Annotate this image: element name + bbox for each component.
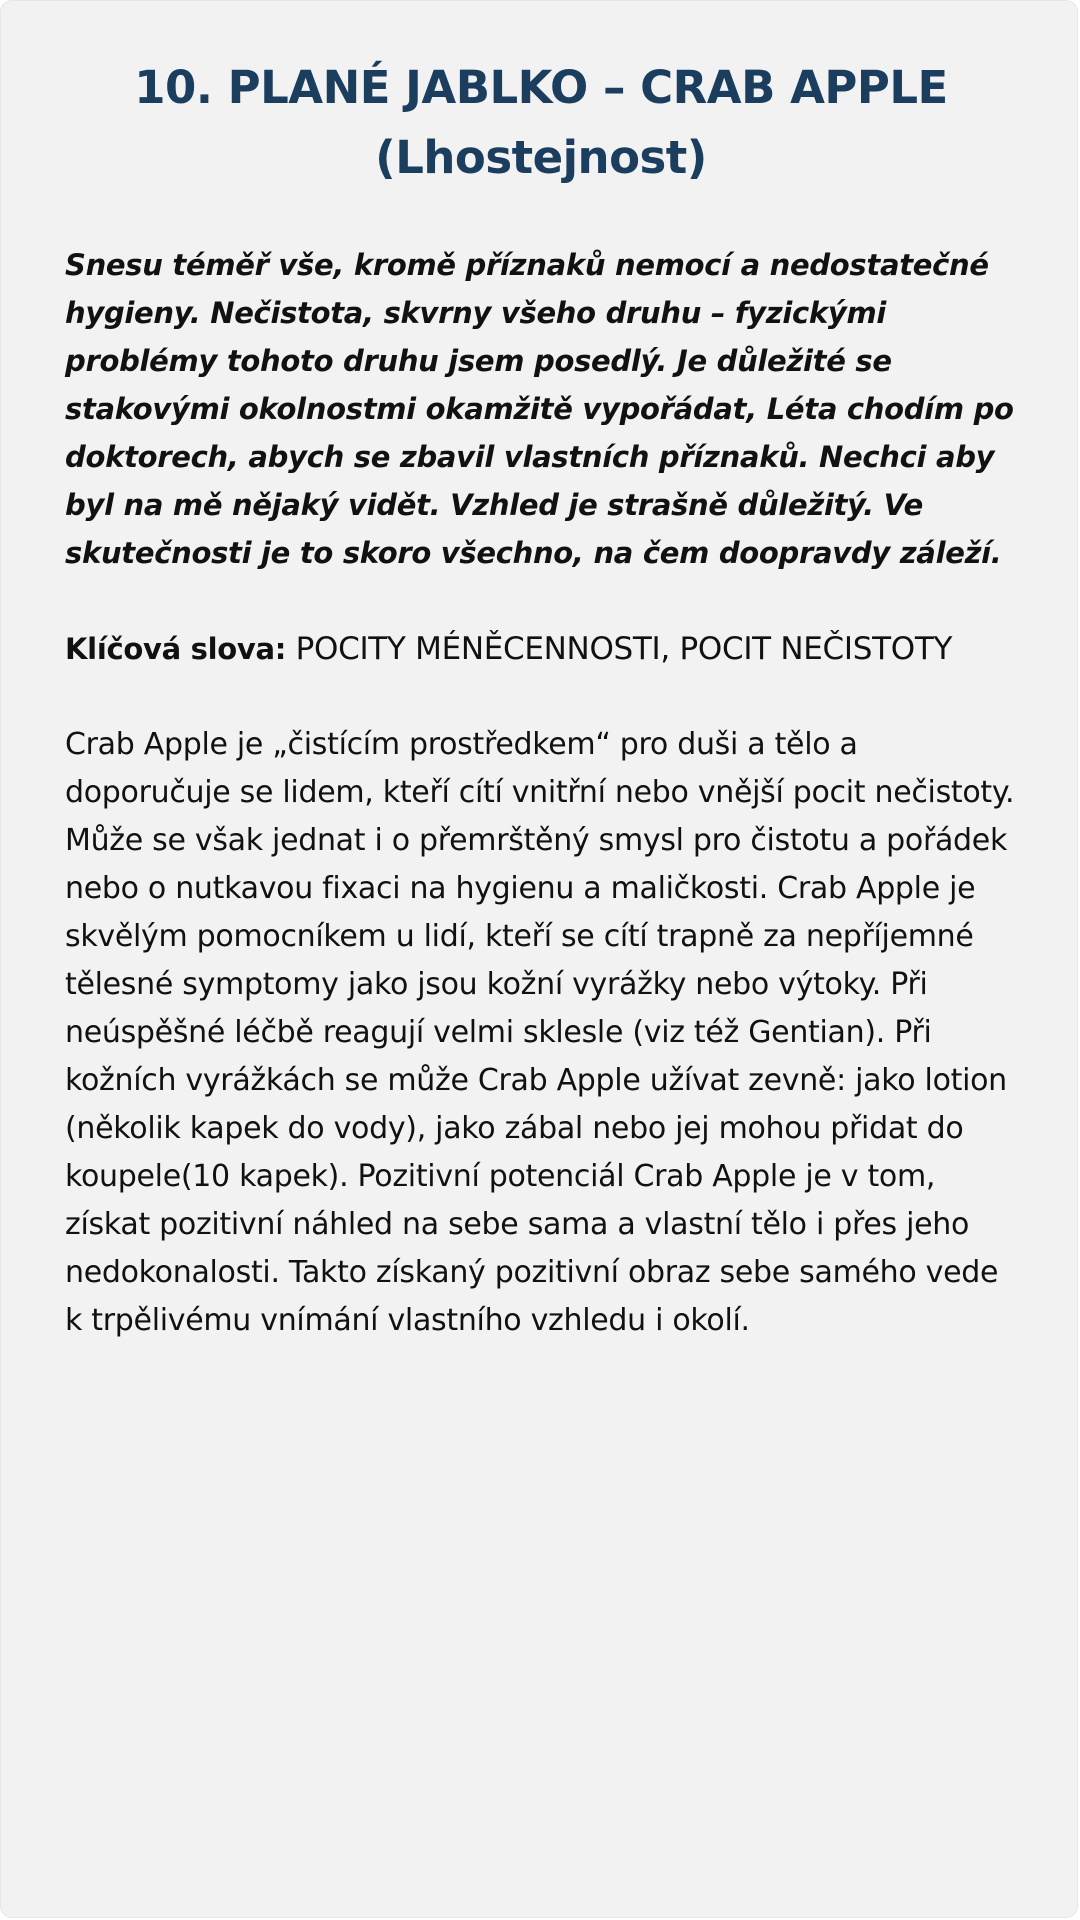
keywords-label: Klíčová slova:	[65, 632, 287, 666]
remedy-quote: Snesu téměř vše, kromě příznaků nemocí a nedostatečné hygieny. Nečistota, skvrny všeho druhu – fyzickými problémy tohoto druhu jsem posedlý. Je důležité se stakovými okolnostmi okamžitě vypořádat, Léta chodím po doktorech, abych se zbavil vlastních příznaků. Nechci aby byl na mě nějaký vidět. Vzhled je strašně důležitý. Ve skutečnosti je to skoro všechno, na čem doopravdy záleží.	[65, 248, 1014, 570]
description-paragraph: Crab Apple je „čistícím prostředkem“ pro duši a tělo a doporučuje se lidem, kteří cítí vnitřní nebo vnější pocit nečistoty. Může se však jednat i o přemrštěný smysl pro čistotu a pořádek nebo o nutkavou fixaci na hygienu a maličkosti. Crab Apple je skvělým pomocníkem u lidí, kteří se cítí trapně za nepříjemné tělesné symptomy jako jsou kožní vyrážky nebo výtoky. Při neúspěšné léčbě reagují velmi sklesle (viz též Gentian). Při kožních vyrážkách se může Crab Apple užívat zevně: jako lotion (několik kapek do vody), jako zábal nebo jej mohou přidat do koupele(10 kapek). Pozitivní potenciál Crab Apple je v tom, získat pozitivní náhled na sebe sama a vlastní tělo i přes jeho nedokonalosti. Takto získaný pozitivní obraz sebe samého vede k trpělivému vnímání vlastního vzhledu i okolí.	[65, 727, 1015, 1338]
page-title: 10. PLANÉ JABLKO – CRAB APPLE (Lhostejnost)	[134, 61, 948, 184]
keywords-line	[65, 625, 1017, 673]
keywords-value: POCITY MÉNĚCENNOSTI, POCIT NEČISTOTY	[295, 631, 953, 667]
article-content	[65, 53, 1017, 1345]
